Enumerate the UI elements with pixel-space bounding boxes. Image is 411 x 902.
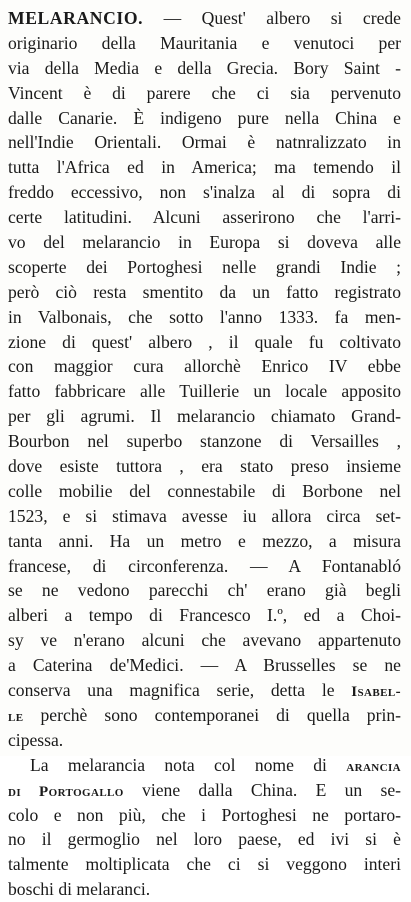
text-line: no il germoglio nel loro paese, ed ivi si è — [8, 829, 401, 850]
text-line: tanta anni. Ha un metro e mezzo, a misura — [8, 530, 401, 551]
text-line: via della Media e della Grecia. Bory Saint - — [8, 57, 401, 78]
isabelle-name-part2: le — [8, 708, 24, 725]
text-line: talmente moltiplicata che ci si veggono interi — [8, 854, 401, 875]
text-line: vo del melarancio in Europa si doveva alle — [8, 232, 401, 253]
text-line: conserva una magnifica serie, detta le Isabel- — [8, 680, 401, 701]
text-line: fatto fabbricare alle Tuillerie un locale apposito — [8, 381, 401, 402]
text-line: freddo eccessivo, non s'inalza al di sopra di — [8, 182, 401, 203]
text-line: a Caterina de'Medici. — A Brusselles se ne — [8, 655, 401, 676]
text-line: se ne vedono parecchi ch' erano già begli — [8, 580, 401, 601]
text-line: per gli agrumi. Il melarancio chiamato Grand- — [8, 406, 401, 427]
text-line: boschi di melaranci. — [8, 879, 151, 900]
text-line: originario della Mauritania e venutoci per — [8, 32, 401, 53]
text-line: 1523, e si stimava avesse iu allora circa set- — [8, 505, 401, 526]
text-line: colo e non più, che i Portoghesi ne portaro- — [8, 804, 401, 825]
text-line: francese, di circonferenza. — A Fontanabló — [8, 555, 401, 576]
headword: MELARANCIO. — [8, 8, 144, 28]
text-line: cipessa. — [8, 729, 64, 750]
text-line: con maggior cura allorchè Enrico IV ebbe — [8, 356, 401, 377]
arancia-label: arancia — [346, 758, 401, 775]
isabelle-name-part1: Isabel- — [351, 684, 401, 701]
text-line: alberi a tempo di Francesco I.º, ed a Choi- — [8, 605, 401, 626]
text-line: MELARANCIO. — Quest' albero si crede — [8, 8, 401, 28]
text-line: nell'Indie Orientali. Ormai è natnralizzato in — [8, 132, 401, 153]
text-line: in Valbonais, che sotto l'anno 1333. fa men- — [8, 306, 401, 327]
text-line: però ciò resta smentito da un fatto registrato — [8, 281, 401, 302]
text-line: colle mobilie del connestabile di Borbone nel — [8, 480, 401, 501]
text-line: Bourbon nel superbo stanzone di Versailles , — [8, 431, 401, 452]
text-line: dove esiste tuttora , era stato preso insieme — [8, 456, 401, 477]
text-line: certe latitudini. Alcuni asserirono che l'arri- — [8, 207, 401, 228]
article-text — [8, 6, 401, 902]
text-line: di Portogallo viene dalla China. E un se- — [8, 779, 402, 800]
text-line: tutta l'Africa ed in America; ma temendo il — [8, 157, 401, 178]
text-line: zione di quest' albero , il quale fu coltivato — [8, 331, 401, 352]
text-line: dalle Canarie. È indigeno pure nella China e — [8, 107, 401, 128]
text-line: scoperte dei Portoghesi nelle grandi Indie ; — [8, 256, 401, 277]
text-line: sy ve n'erano alcuni che avevano appartenuto — [8, 630, 401, 651]
text-line: La melarancia nota col nome di arancia — [30, 754, 401, 775]
text-line: Vincent è di parere che ci sia pervenuto — [8, 82, 401, 103]
text-line: le perchè sono contemporanei di quella prin- — [8, 704, 401, 725]
portogallo-label: di Portogallo — [8, 783, 124, 800]
